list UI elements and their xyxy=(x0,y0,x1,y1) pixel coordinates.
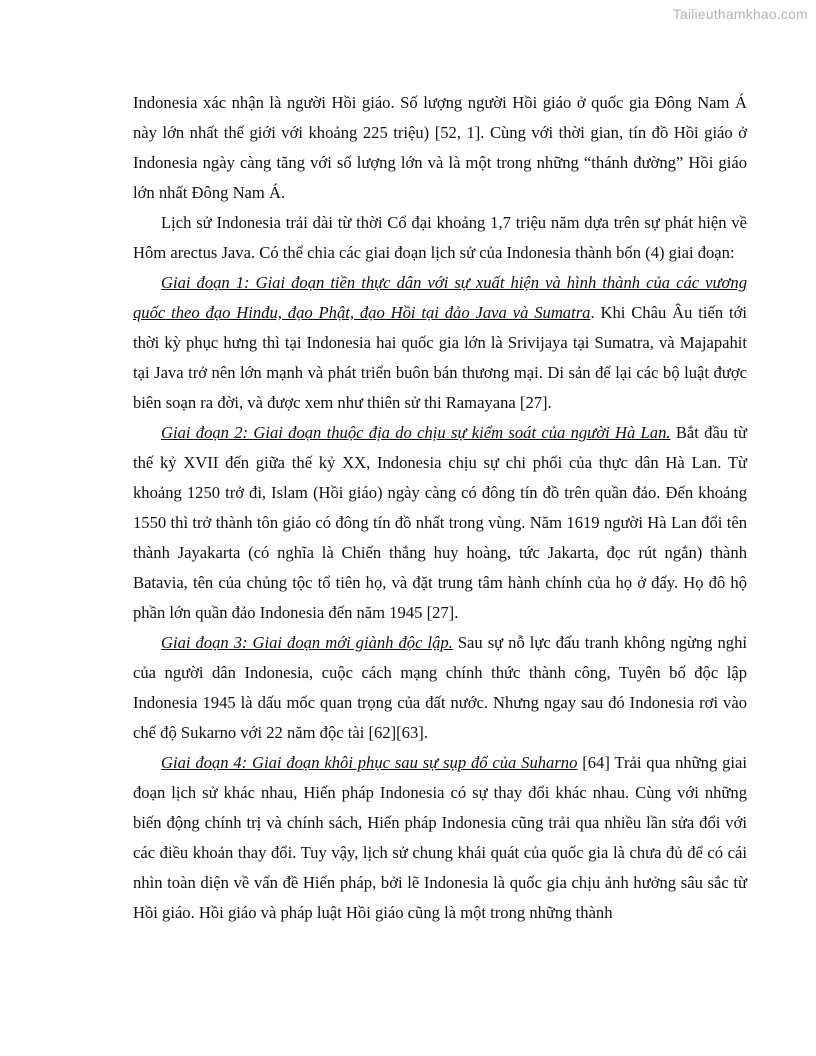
paragraph-stage-1 xyxy=(133,268,747,418)
stage-4-heading: Giai đoạn 4: Giai đoạn khôi phục sau sự sụp đổ của Suharno xyxy=(161,753,578,772)
stage-3-heading: Giai đoạn 3: Giai đoạn mới giành độc lập. xyxy=(161,633,453,652)
paragraph-history-intro: Lịch sử Indonesia trải dài từ thời Cổ đại khoảng 1,7 triệu năm dựa trên sự phát hiện về Hôm arectus Java. Có thể chia các giai đoạn lịch sử của Indonesia thành bốn (4) giai đoạn: xyxy=(133,213,747,262)
stage-2-body: Bắt đầu từ thế kỷ XVII đến giữa thế kỷ XX, Indonesia chịu sự chi phối của thực dân Hà Lan. Từ khoảng 1250 trở đi, Islam (Hồi giáo) ngày càng có đông tín đồ trên quần đảo. Đến khoảng 1550 thì trở thành tôn giáo có đông tín đồ nhất trong vùng. Năm 1619 người Hà Lan đổi tên thành Jayakarta (có nghĩa là Chiến thắng huy hoàng, tức Jakarta, đọc rút ngắn) thành Batavia, tên của chủng tộc tổ tiên họ, và đặt trung tâm hành chính của họ ở đấy. Họ đô hộ phần lớn quần đảo Indonesia đến năm 1945 [27]. xyxy=(133,423,747,622)
paragraph-stage-2 xyxy=(133,418,747,628)
paragraph-stage-4 xyxy=(133,748,747,928)
stage-1-heading: Giai đoạn 1: Giai đoạn tiền thực dân với sự xuất hiện và hình thành của các vương quốc theo đạo Hinđu, đạo Phật, đạo Hồi tại đảo Java và Sumatra xyxy=(133,273,747,322)
stage-1-body: . Khi Châu Âu tiến tới thời kỳ phục hưng thì tại Indonesia hai quốc gia lớn là Srivijaya tại Sumatra, và Majapahit tại Java trở nên lớn mạnh và phát triển buôn bán thương mại. Di sản để lại các bộ luật được biên soạn ra đời, và được xem như thiên sử thi Ramayana [27]. xyxy=(133,303,747,412)
stage-2-heading: Giai đoạn 2: Giai đoạn thuộc địa do chịu sự kiểm soát của người Hà Lan. xyxy=(161,423,671,442)
stage-3-body: Sau sự nỗ lực đấu tranh không ngừng nghỉ của người dân Indonesia, cuộc cách mạng chính thức thành công, Tuyên bố độc lập Indonesia 1945 là dấu mốc quan trọng của đất nước. Nhưng ngay sau đó Indonesia rơi vào chế độ Sukarno với 22 năm độc tài [62][63]. xyxy=(133,633,747,742)
site-watermark: Tailieuthamkhao.com xyxy=(672,6,808,22)
document-page xyxy=(133,88,747,928)
paragraph-stage-3 xyxy=(133,628,747,748)
stage-4-body: [64] Trải qua những giai đoạn lịch sử khác nhau, Hiến pháp Indonesia có sự thay đổi khác nhau. Cùng với những biến động chính trị và chính sách, Hiến pháp Indonesia cũng trải qua nhiều lần sửa đổi với các điều khoản thay đổi. Tuy vậy, lịch sử chung khái quát của quốc gia là chưa đủ để có cái nhìn toàn diện về vấn đề Hiến pháp, bởi lẽ Indonesia là quốc gia chịu ảnh hưởng sâu sắc từ Hồi giáo. Hồi giáo và pháp luật Hồi giáo cũng là một trong những thành xyxy=(133,753,747,922)
paragraph-continuation: Indonesia xác nhận là người Hồi giáo. Số lượng người Hồi giáo ở quốc gia Đông Nam Á này lớn nhất thế giới với khoảng 225 triệu) [52, 1]. Cùng với thời gian, tín đồ Hồi giáo ở Indonesia ngày càng tăng với số lượng lớn và là một trong những “thánh đường” Hồi giáo lớn nhất Đông Nam Á. xyxy=(133,93,747,202)
